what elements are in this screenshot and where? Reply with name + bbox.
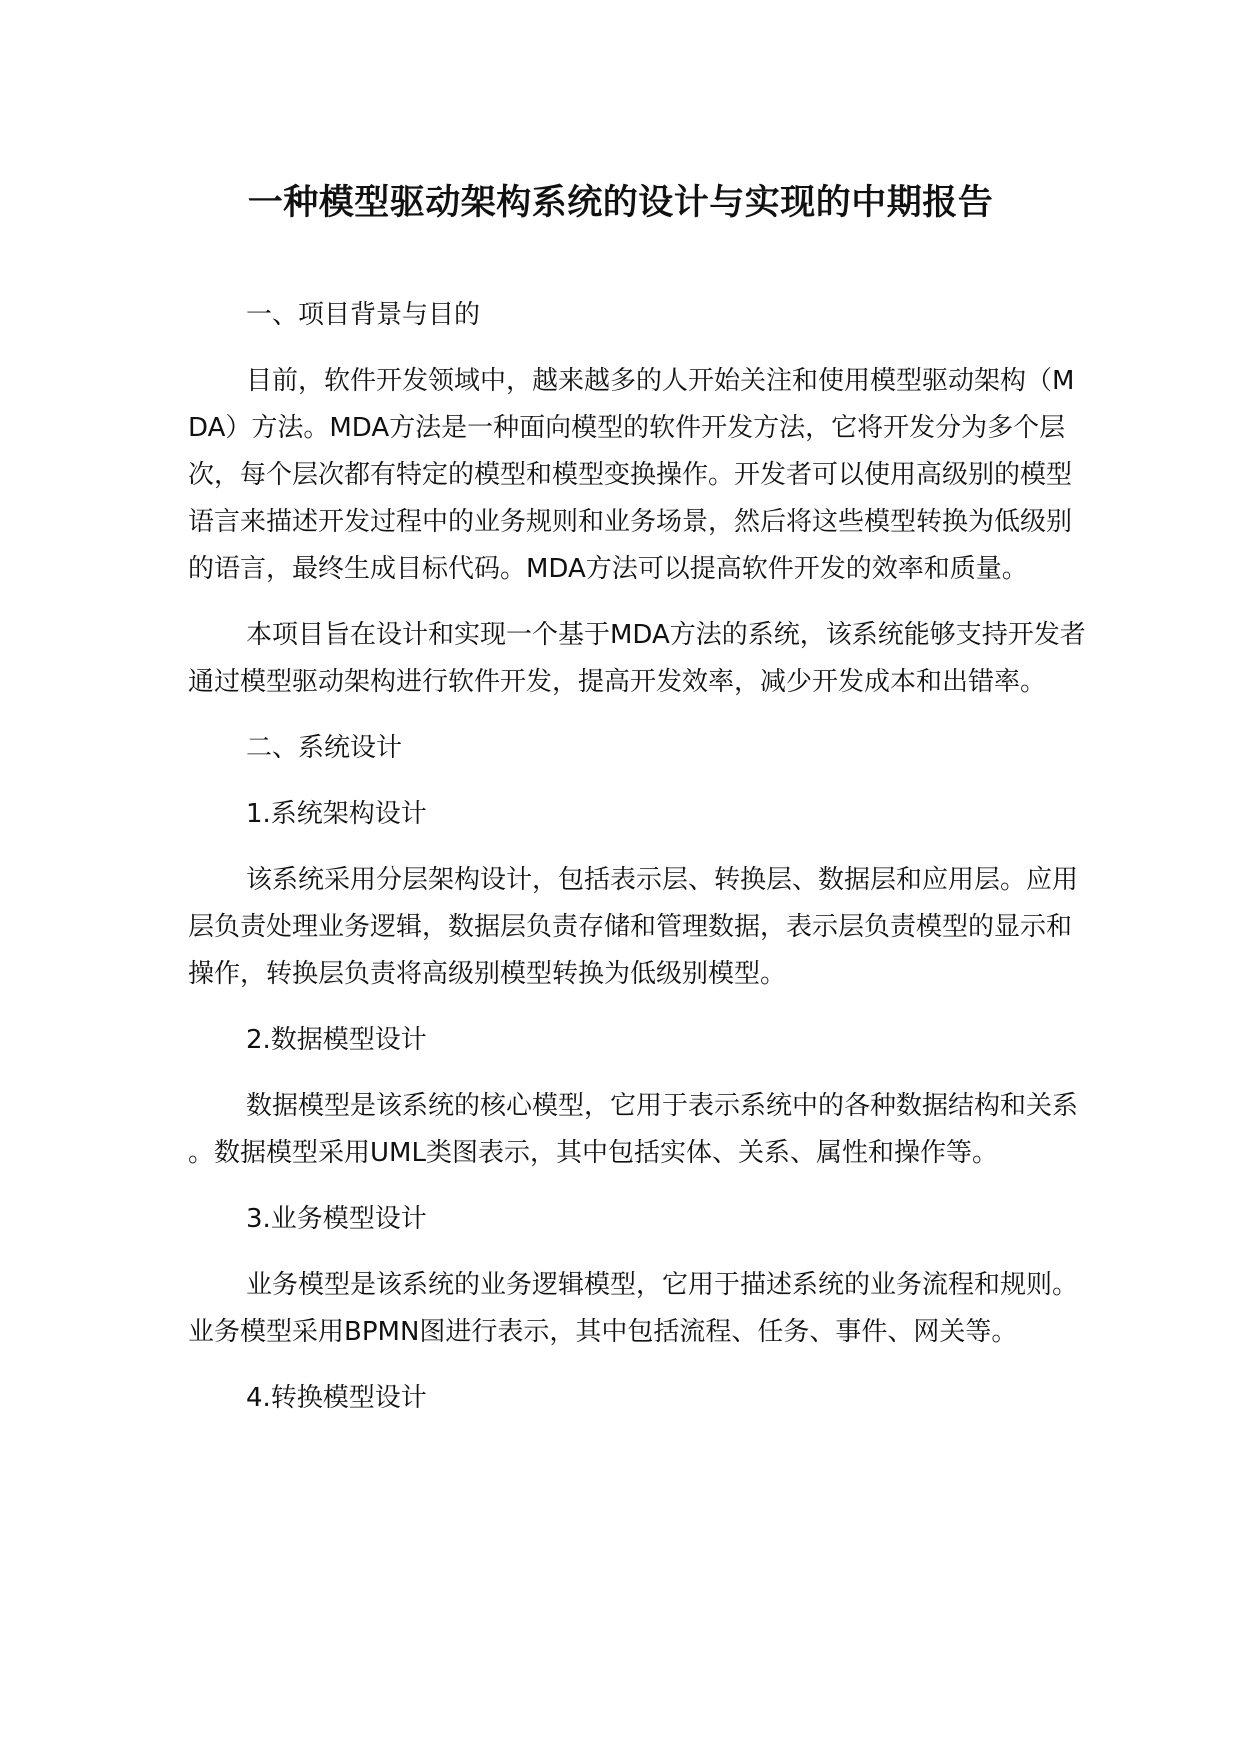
paragraph-data-model: 数据模型是该系统的核心模型，它用于表示系统中的各种数据结构和关系。数据模型采用UML类图表示，其中包括实体、关系、属性和操作等。	[188, 1091, 1079, 1168]
heading-transform-model-design: 4.转换模型设计	[246, 1383, 427, 1413]
heading-background: 一、项目背景与目的	[246, 300, 481, 330]
heading-business-model-design: 3.业务模型设计	[246, 1204, 427, 1234]
document-body	[188, 292, 1088, 1441]
heading-data-model-design: 2.数据模型设计	[246, 1025, 427, 1055]
heading-architecture-design: 1.系统架构设计	[246, 799, 427, 829]
paragraph-mda-intro: 目前，软件开发领域中，越来越多的人开始关注和使用模型驱动架构（MDA）方法。MDA方法是一种面向模型的软件开发方法，它将开发分为多个层次，每个层次都有特定的模型和模型变换操作。开发者可以使用高级别的模型语言来描述开发过程中的业务规则和业务场景，然后将这些模型转换为低级别的语言，最终生成目标代码。MDA方法可以提高软件开发的效率和质量。	[188, 366, 1075, 584]
document-title: 一种模型驱动架构系统的设计与实现的中期报告	[247, 183, 994, 223]
paragraph-business-model: 业务模型是该系统的业务逻辑模型，它用于描述系统的业务流程和规则。业务模型采用BPMN图进行表示，其中包括流程、任务、事件、网关等。	[188, 1270, 1079, 1347]
paragraph-project-aim: 本项目旨在设计和实现一个基于MDA方法的系统，该系统能够支持开发者通过模型驱动架构进行软件开发，提高开发效率，减少开发成本和出错率。	[188, 620, 1086, 697]
heading-system-design: 二、系统设计	[246, 733, 403, 763]
paragraph-architecture: 该系统采用分层架构设计，包括表示层、转换层、数据层和应用层。应用层负责处理业务逻辑，数据层负责存储和管理数据，表示层负责模型的显示和操作，转换层负责将高级别模型转换为低级别模型。	[188, 865, 1079, 989]
